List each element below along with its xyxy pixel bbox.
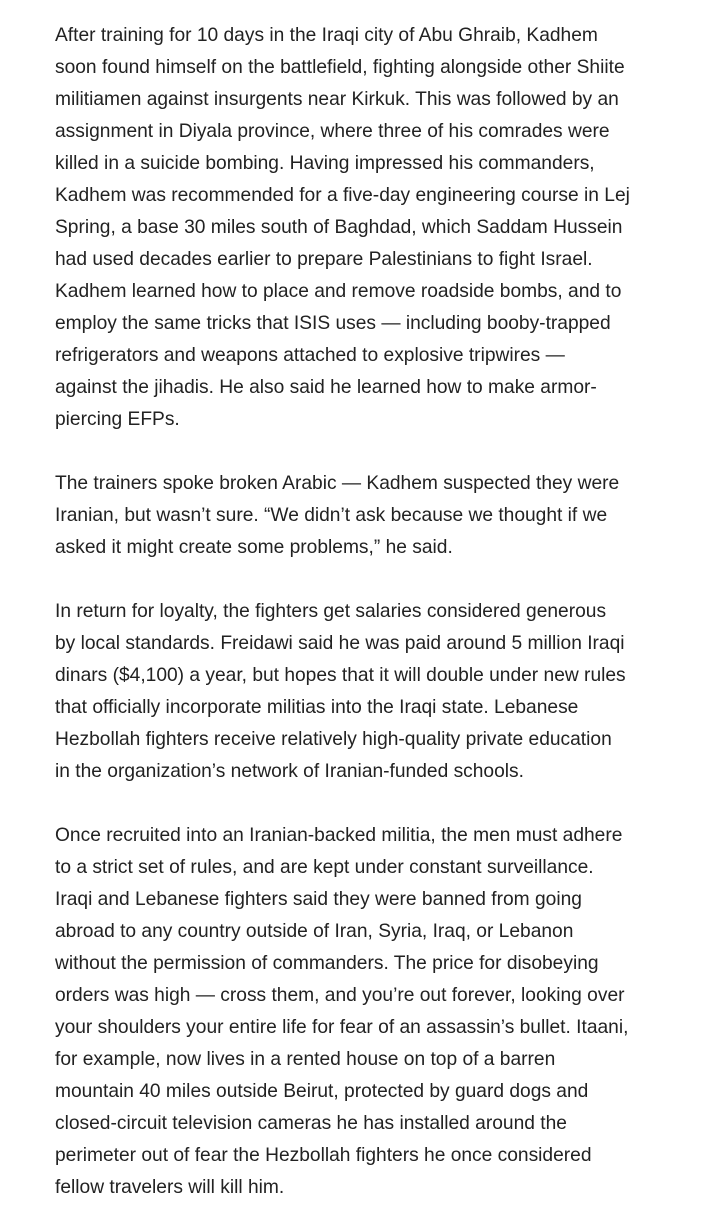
- text-line: refrigerators and weapons attached to explosive tripwires —: [55, 345, 565, 366]
- text-line: Iranian, but wasn’t sure. “We didn’t ask because we thought if we: [55, 505, 608, 526]
- text-line: employ the same tricks that ISIS uses — including booby-trapped: [55, 313, 611, 334]
- text-line: Spring, a base 30 miles south of Baghdad, which Saddam Hussein: [55, 217, 623, 238]
- paragraph-rules: [55, 820, 704, 1204]
- text-line: The trainers spoke broken Arabic — Kadhem suspected they were: [55, 473, 620, 494]
- paragraph-salaries: [55, 596, 704, 788]
- text-line: militiamen against insurgents near Kirkuk. This was followed by an: [55, 89, 619, 110]
- text-line: Kadhem was recommended for a five-day engineering course in Lej: [55, 185, 630, 206]
- text-line: In return for loyalty, the fighters get salaries considered generous: [55, 601, 607, 622]
- text-line: soon found himself on the battlefield, fighting alongside other Shiite: [55, 57, 625, 78]
- text-line: piercing EFPs.: [55, 409, 180, 430]
- text-line: abroad to any country outside of Iran, Syria, Iraq, or Lebanon: [55, 921, 574, 942]
- text-line: killed in a suicide bombing. Having impressed his commanders,: [55, 153, 595, 174]
- text-line: in the organization’s network of Iranian-funded schools.: [55, 761, 524, 782]
- text-line: assignment in Diyala province, where three of his comrades were: [55, 121, 610, 142]
- text-line: fellow travelers will kill him.: [55, 1177, 285, 1198]
- text-line: closed-circuit television cameras he has installed around the: [55, 1113, 567, 1134]
- text-line: by local standards. Freidawi said he was paid around 5 million Iraqi: [55, 633, 625, 654]
- text-line: orders was high — cross them, and you’re out forever, looking over: [55, 985, 625, 1006]
- text-line: that officially incorporate militias into the Iraqi state. Lebanese: [55, 697, 579, 718]
- text-line: against the jihadis. He also said he learned how to make armor-: [55, 377, 597, 398]
- text-line: for example, now lives in a rented house on top of a barren: [55, 1049, 556, 1070]
- text-line: dinars ($4,100) a year, but hopes that it will double under new rules: [55, 665, 626, 686]
- text-line: Once recruited into an Iranian-backed militia, the men must adhere: [55, 825, 623, 846]
- text-line: asked it might create some problems,” he said.: [55, 537, 453, 558]
- paragraph-trainers: [55, 468, 704, 564]
- text-line: without the permission of commanders. The price for disobeying: [55, 953, 599, 974]
- text-line: mountain 40 miles outside Beirut, protected by guard dogs and: [55, 1081, 589, 1102]
- text-line: Iraqi and Lebanese fighters said they were banned from going: [55, 889, 582, 910]
- text-line: had used decades earlier to prepare Palestinians to fight Israel.: [55, 249, 593, 270]
- text-line: After training for 10 days in the Iraqi city of Abu Ghraib, Kadhem: [55, 25, 598, 46]
- text-line: your shoulders your entire life for fear of an assassin’s bullet. Itaani,: [55, 1017, 629, 1038]
- paragraph-training: [55, 20, 704, 436]
- text-line: Hezbollah fighters receive relatively high-quality private education: [55, 729, 612, 750]
- text-line: to a strict set of rules, and are kept under constant surveillance.: [55, 857, 594, 878]
- text-line: perimeter out of fear the Hezbollah fighters he once considered: [55, 1145, 592, 1166]
- text-line: Kadhem learned how to place and remove roadside bombs, and to: [55, 281, 622, 302]
